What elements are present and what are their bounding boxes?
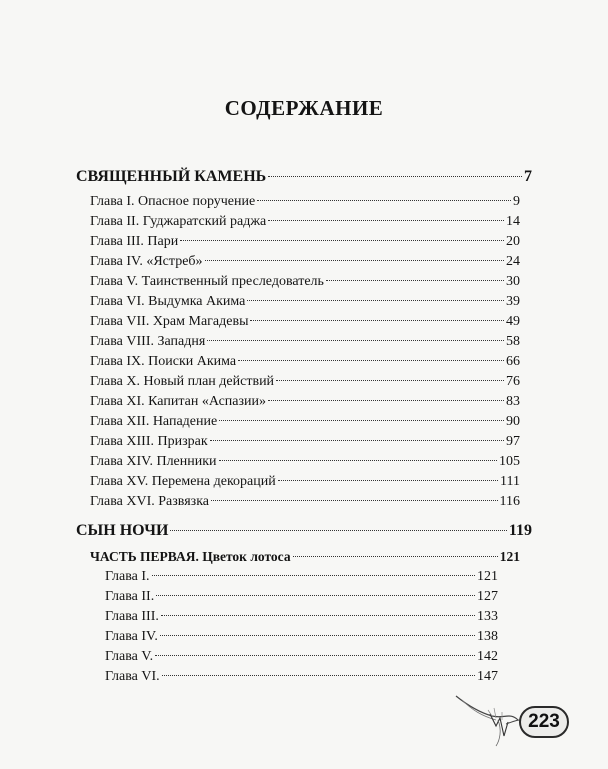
toc-page-number: 116 xyxy=(499,494,520,509)
toc-chapter-label: Глава V. Таинственный преследователь xyxy=(90,274,324,289)
toc-section-son-of-night[interactable] xyxy=(76,522,532,540)
toc-chapter-label: Глава VIII. Западня xyxy=(90,334,206,349)
dot-leader xyxy=(152,575,475,576)
toc-page-number: 39 xyxy=(506,294,520,309)
toc-chapter-1[interactable] xyxy=(90,194,520,210)
toc-page-number: 138 xyxy=(477,629,498,644)
toc-page-number: 127 xyxy=(477,589,498,604)
toc-chapter-11[interactable] xyxy=(90,394,520,410)
dot-leader xyxy=(160,635,475,636)
toc-page-number: 9 xyxy=(513,194,520,209)
toc-page-number: 111 xyxy=(500,474,520,489)
dot-leader xyxy=(156,595,475,596)
toc-chapter-label: Глава XV. Перемена декораций xyxy=(90,474,276,489)
toc-chapter-label: Глава VI. xyxy=(105,669,160,684)
toc-subpart-label: ЧАСТЬ ПЕРВАЯ. Цветок лотоса xyxy=(90,549,291,564)
toc-page-number: 97 xyxy=(506,434,520,449)
toc-page-number: 142 xyxy=(477,649,498,664)
toc-part1-chapter-1[interactable] xyxy=(105,569,498,585)
toc-page-number: 119 xyxy=(508,522,532,539)
dot-leader xyxy=(219,460,497,461)
dot-leader xyxy=(257,200,511,201)
toc-section-sacred-stone[interactable] xyxy=(76,168,532,186)
toc-page-number: 14 xyxy=(506,214,520,229)
toc-page-number: 83 xyxy=(506,394,520,409)
toc-page-number: 7 xyxy=(524,168,532,185)
toc-page-number: 147 xyxy=(477,669,498,684)
toc-chapter-label: Глава XIV. Пленники xyxy=(90,454,217,469)
dot-leader xyxy=(268,400,504,401)
toc-chapter-3[interactable] xyxy=(90,234,520,250)
toc-chapter-7[interactable] xyxy=(90,314,520,330)
dot-leader xyxy=(268,176,522,177)
dot-leader xyxy=(276,380,504,381)
toc-page-number: 121 xyxy=(477,569,498,584)
dot-leader xyxy=(211,500,498,501)
dot-leader xyxy=(207,340,504,341)
toc-page-number: 30 xyxy=(506,274,520,289)
dot-leader xyxy=(161,615,475,616)
toc-part1-chapter-2[interactable] xyxy=(105,589,498,605)
dot-leader xyxy=(205,260,504,261)
toc-subpart-part-one[interactable] xyxy=(90,549,520,565)
toc-chapter-label: Глава VII. Храм Магадевы xyxy=(90,314,249,329)
toc-page-number: 121 xyxy=(499,549,520,564)
toc-chapter-15[interactable] xyxy=(90,474,520,490)
dot-leader xyxy=(155,655,475,656)
toc-page-number: 76 xyxy=(506,374,520,389)
dot-leader xyxy=(268,220,504,221)
toc-chapter-label: Глава V. xyxy=(105,649,154,664)
toc-chapter-label: Глава IX. Поиски Акима xyxy=(90,354,237,369)
toc-chapter-8[interactable] xyxy=(90,334,520,350)
toc-part1-chapter-4[interactable] xyxy=(105,629,498,645)
toc-chapter-label: Глава XI. Капитан «Аспазии» xyxy=(90,394,267,409)
toc-chapter-label: Глава XVI. Развязка xyxy=(90,494,209,509)
toc-chapter-10[interactable] xyxy=(90,374,520,390)
dot-leader xyxy=(162,675,475,676)
toc-chapter-label: Глава II. xyxy=(105,589,155,604)
toc-page-number: 105 xyxy=(499,454,520,469)
dot-leader xyxy=(250,320,504,321)
toc-part1-chapter-5[interactable] xyxy=(105,649,498,665)
toc-page-number: 133 xyxy=(477,609,498,624)
dot-leader xyxy=(219,420,504,421)
toc-part1-chapter-3[interactable] xyxy=(105,609,498,625)
toc-chapter-label: Глава III. xyxy=(105,609,159,624)
toc-chapter-9[interactable] xyxy=(90,354,520,370)
page-title: СОДЕРЖАНИЕ xyxy=(224,96,384,120)
dot-leader xyxy=(170,530,506,531)
toc-chapter-5[interactable] xyxy=(90,274,520,290)
toc-chapter-14[interactable] xyxy=(90,454,520,470)
toc-chapter-label: Глава II. Гуджаратский раджа xyxy=(90,214,267,229)
toc-section-label: СВЯЩЕННЫЙ КАМЕНЬ xyxy=(76,168,267,185)
toc-chapter-12[interactable] xyxy=(90,414,520,430)
toc-page-number: 49 xyxy=(506,314,520,329)
toc-chapter-13[interactable] xyxy=(90,434,520,450)
toc-chapter-label: Глава VI. Выдумка Акима xyxy=(90,294,246,309)
toc-page-number: 90 xyxy=(506,414,520,429)
toc-part1-chapter-6[interactable] xyxy=(105,669,498,685)
dot-leader xyxy=(210,440,504,441)
page-number-badge: 223 xyxy=(519,706,569,738)
toc-chapter-label: Глава XII. Нападение xyxy=(90,414,218,429)
dot-leader xyxy=(293,556,498,557)
toc-chapter-4[interactable] xyxy=(90,254,520,270)
toc-chapter-label: Глава XIII. Призрак xyxy=(90,434,208,449)
dot-leader xyxy=(180,240,504,241)
dot-leader xyxy=(247,300,504,301)
toc-chapter-6[interactable] xyxy=(90,294,520,310)
dot-leader xyxy=(326,280,504,281)
toc-section-label: СЫН НОЧИ xyxy=(76,522,169,539)
toc-chapter-label: Глава IV. «Ястреб» xyxy=(90,254,203,269)
dot-leader xyxy=(278,480,498,481)
toc-page-number: 20 xyxy=(506,234,520,249)
toc-chapter-label: Глава I. Опасное поручение xyxy=(90,194,256,209)
dot-leader xyxy=(238,360,504,361)
toc-chapter-2[interactable] xyxy=(90,214,520,230)
toc-page-number: 66 xyxy=(506,354,520,369)
toc-chapter-label: Глава III. Пари xyxy=(90,234,179,249)
toc-chapter-label: Глава I. xyxy=(105,569,150,584)
toc-page-number: 58 xyxy=(506,334,520,349)
toc-chapter-label: Глава X. Новый план действий xyxy=(90,374,275,389)
toc-chapter-16[interactable] xyxy=(90,494,520,510)
toc-page-number: 24 xyxy=(506,254,520,269)
toc-chapter-label: Глава IV. xyxy=(105,629,158,644)
